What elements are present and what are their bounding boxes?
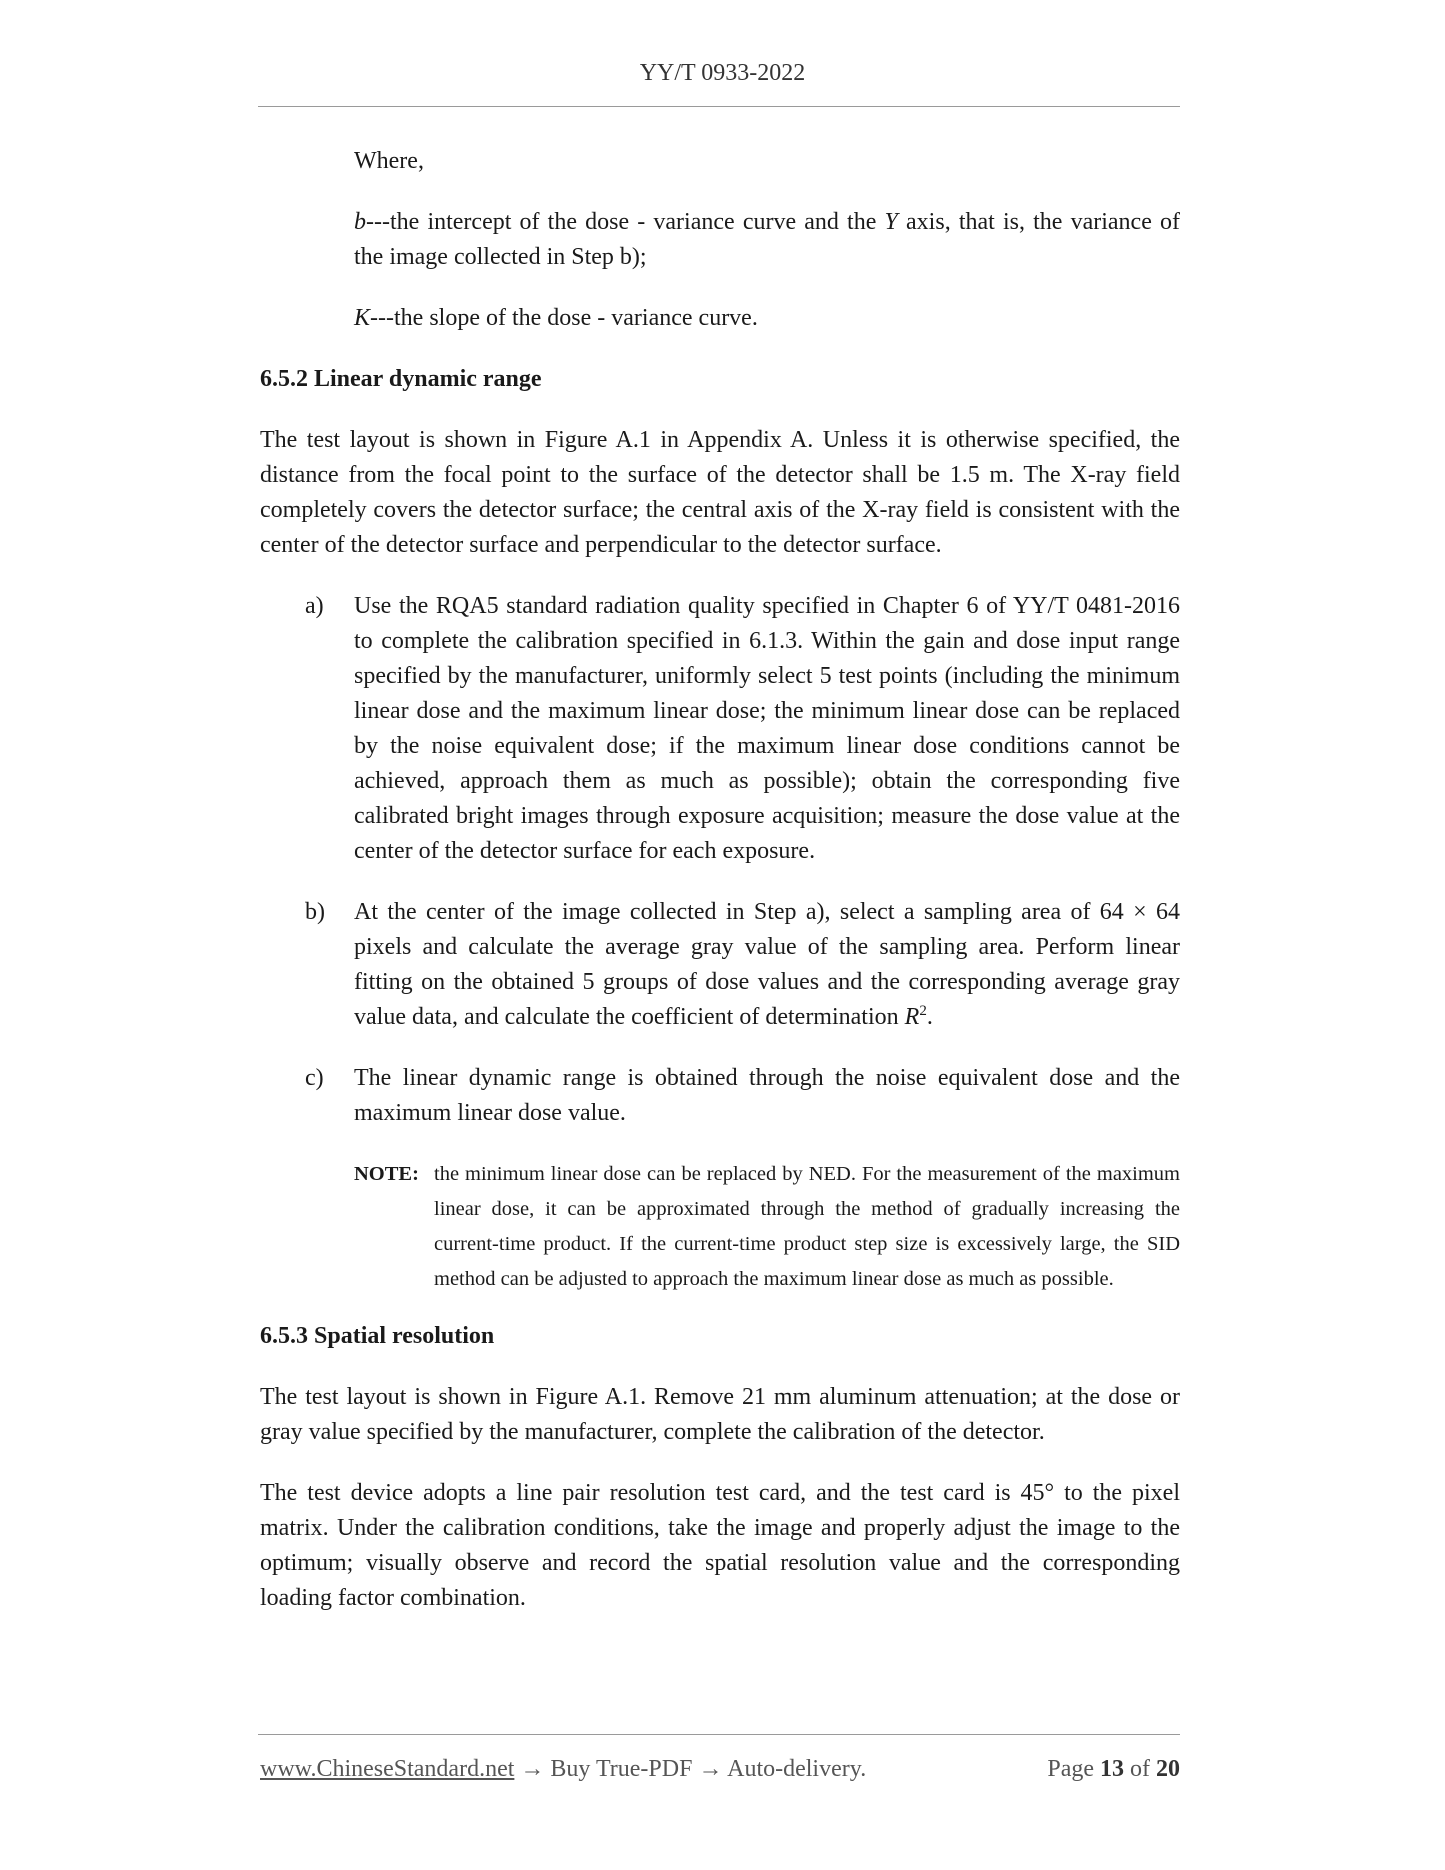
note-text: the minimum linear dose can be replaced by NED. For the measurement of the maximum linear dose, it can be approximated through the method of gradually increasing the current-time product. If the current-time product step size is excessively large, the SID method can be adjusted to approach the maximum linear dose as much as possible. xyxy=(434,1163,1180,1290)
page-word: Page xyxy=(1047,1756,1094,1782)
symbol-b: b xyxy=(354,209,366,235)
list-text-b-end: . xyxy=(926,1004,933,1030)
website-link[interactable]: www.ChineseStandard.net xyxy=(260,1756,515,1782)
section-6-5-3-para-2: The test device adopts a line pair resolution test card, and the test card is 45° to the pixel matrix. Under the calibration conditions, take the image and properly adjust the image to the optimum; visually observe and record the spatial resolution value and the corresponding loading factor combination. xyxy=(260,1480,1180,1611)
running-header: YY/T 0933-2022 xyxy=(639,60,806,86)
current-page: 13 xyxy=(1100,1756,1124,1782)
list-item-b xyxy=(260,895,1180,1035)
list-marker-b: b) xyxy=(305,899,325,925)
section-heading-6-5-3: 6.5.3 Spatial resolution xyxy=(260,1323,495,1349)
list-text-b xyxy=(354,895,1180,1035)
of-word: of xyxy=(1130,1756,1150,1782)
list-item-a xyxy=(260,589,1180,869)
note-block xyxy=(354,1157,1180,1297)
section-6-5-3-para-1: The test layout is shown in Figure A.1. Remove 21 mm aluminum attenuation; at the dose or gray value specified by the manufacturer, complete the calibration of the detector. xyxy=(260,1384,1180,1445)
symbol-r: R xyxy=(904,1004,920,1030)
definition-b-text-2: axis, that is, the variance of the image collected in Step b); xyxy=(354,209,1180,270)
page-body xyxy=(260,144,1180,1642)
footer-promo-text: → Buy True-PDF → Auto-delivery. xyxy=(514,1756,867,1782)
list-text-c: The linear dynamic range is obtained through the noise equivalent dose and the maximum linear dose value. xyxy=(354,1065,1180,1126)
definition-k-text: ---the slope of the dose - variance curve. xyxy=(370,305,758,331)
list-text-b-body: At the center of the image collected in Step a), select a sampling area of 64 × 64 pixels and calculate the average gray value of the sampling area. Perform linear fitting on the obtained 5 groups of dose values and the corresponding average gray value data, and calculate the coefficient of determination xyxy=(354,899,1180,1030)
list-marker-a: a) xyxy=(305,593,324,619)
total-pages: 20 xyxy=(1156,1756,1180,1782)
header-divider xyxy=(258,106,1180,107)
list-text-a: Use the RQA5 standard radiation quality specified in Chapter 6 of YY/T 0481-2016 to complete the calibration specified in 6.1.3. Within the gain and dose input range specified by the manufacturer, uniformly select 5 test points (including the minimum linear dose and the maximum linear dose; the minimum linear dose can be replaced by the noise equivalent dose; if the maximum linear dose conditions cannot be achieved, approach them as much as possible); obtain the corresponding five calibrated bright images through exposure acquisition; measure the dose value at the center of the detector surface for each exposure. xyxy=(354,593,1180,864)
page-number xyxy=(1047,1756,1180,1783)
where-label: Where, xyxy=(354,148,424,174)
section-heading-6-5-2: 6.5.2 Linear dynamic range xyxy=(260,366,542,392)
note-label: NOTE: xyxy=(354,1163,419,1185)
footer-promo xyxy=(260,1756,866,1783)
section-6-5-2-intro: The test layout is shown in Figure A.1 in Appendix A. Unless it is otherwise specified, the distance from the focal point to the surface of the detector shall be 1.5 m. The X-ray field completely covers the detector surface; the central axis of the X-ray field is consistent with the center of the detector surface and perpendicular to the detector surface. xyxy=(260,427,1180,558)
footer-divider xyxy=(258,1734,1180,1735)
list-marker-c: c) xyxy=(305,1065,324,1091)
list-item-c xyxy=(260,1061,1180,1131)
symbol-y: Y xyxy=(884,209,898,235)
definition-b xyxy=(354,205,1180,275)
definition-b-text-1: ---the intercept of the dose - variance curve and the xyxy=(366,209,885,235)
symbol-k: K xyxy=(354,305,371,331)
superscript-2: 2 xyxy=(919,1003,927,1019)
definition-k xyxy=(354,301,1180,336)
